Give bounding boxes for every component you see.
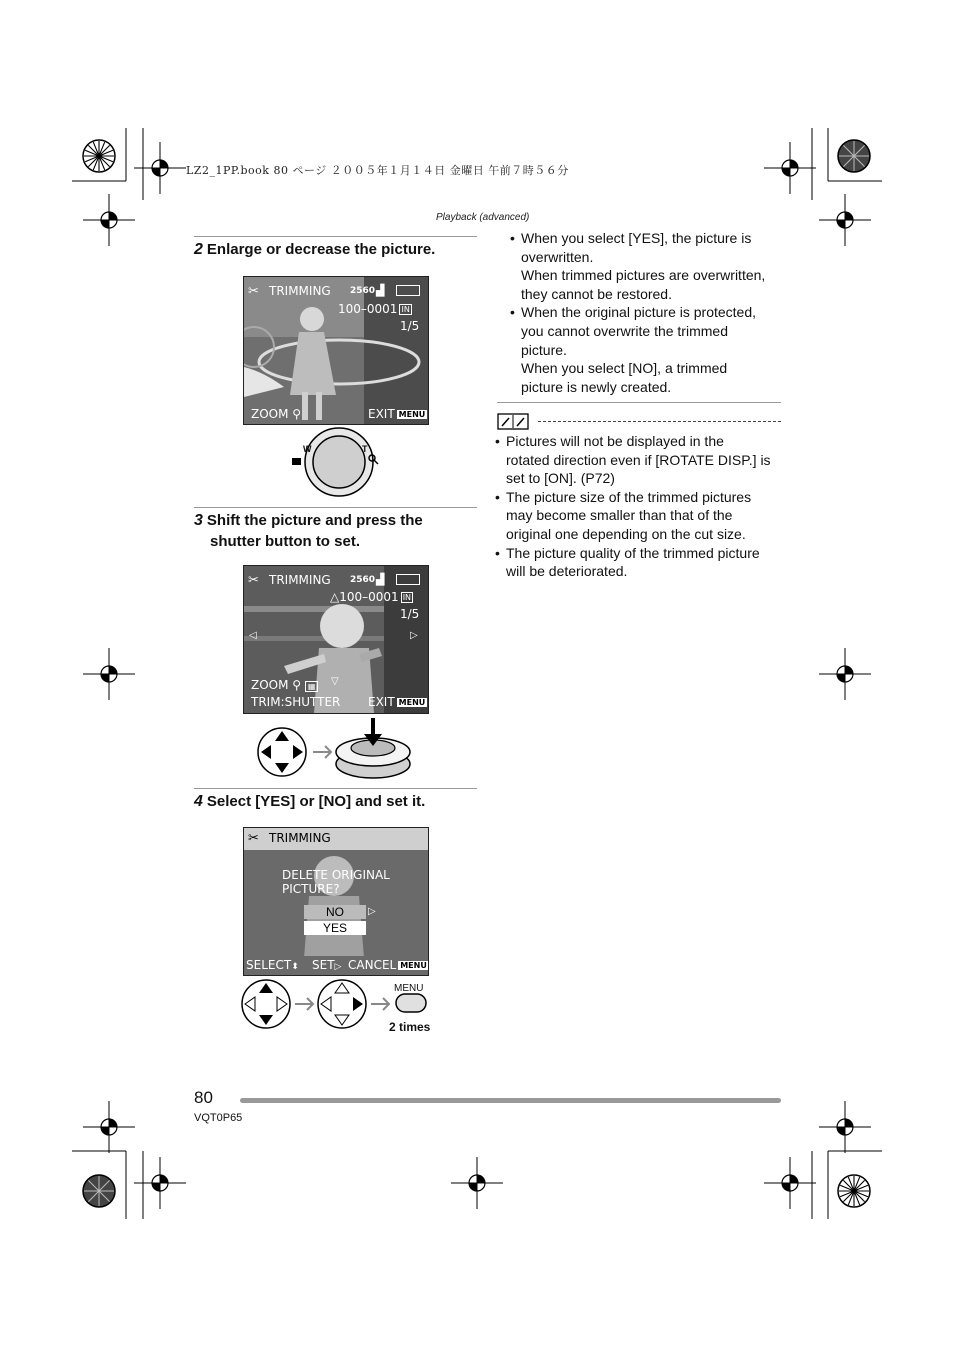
dialog-question-line2: PICTURE?	[282, 882, 340, 896]
cursor-keys-updown-icon	[242, 980, 290, 1028]
shutter-button-icon	[336, 718, 410, 778]
list-item	[495, 544, 785, 581]
left-arrow-icon: ◁	[249, 630, 257, 641]
trim-shutter-label: TRIM:SHUTTER	[251, 695, 341, 709]
menu-badge: MENU	[400, 961, 427, 970]
list-item	[510, 303, 785, 396]
option-no[interactable]: NO	[304, 905, 366, 919]
scissors-icon: ✂	[248, 573, 259, 588]
menu-button-label: MENU	[394, 983, 424, 994]
list-item	[495, 488, 785, 544]
bullet-line: picture is newly created.	[521, 378, 672, 395]
bullet-line: Pictures will not be displayed in the	[506, 433, 724, 449]
zoom-lever-icon	[284, 424, 404, 506]
page-bar	[240, 1098, 781, 1103]
dashed-rule	[538, 421, 781, 422]
file-header: LZ2_1PP.book 80 ページ ２００５年１月１４日 金曜日 午前７時５６分	[186, 164, 569, 177]
cursor-keys-icon	[258, 728, 306, 776]
bullet-line: you cannot overwrite the trimmed	[521, 322, 728, 339]
option-yes[interactable]: YES	[304, 921, 366, 935]
down-arrow-icon: ▽	[331, 676, 339, 687]
bullet-line: rotated direction even if [ROTATE DISP.] is	[506, 451, 771, 468]
menu-badge: MENU	[398, 698, 426, 707]
set-label	[312, 958, 341, 972]
step-4-heading	[194, 791, 425, 812]
step-text: Enlarge or decrease the picture.	[206, 241, 436, 258]
size-label: 2560	[350, 286, 376, 296]
cancel-text: CANCEL	[348, 958, 397, 972]
arrow-right-icon	[295, 998, 313, 1010]
magnifier-icon: ⚲	[292, 407, 302, 421]
scissors-icon: ✂	[248, 284, 259, 299]
magnifier-icon: ⚲	[292, 678, 302, 692]
bullet-line: When you select [YES], the picture is	[521, 230, 752, 246]
bullet-line: they cannot be restored.	[521, 285, 672, 302]
internal-memory-icon: IN	[402, 593, 412, 602]
right-arrow-icon: ▷	[334, 962, 342, 972]
set-text: SET	[312, 958, 335, 972]
bullet-line: The picture size of the trimmed pictures	[506, 488, 752, 505]
file-number	[330, 590, 413, 604]
quality-icon: ▟	[376, 573, 385, 586]
cursor-keys-right-icon	[318, 980, 366, 1028]
step-number: 4	[194, 793, 203, 810]
lcd-screen-dialog	[243, 827, 429, 976]
bullet-line: may become smaller than that of the	[506, 507, 733, 524]
zoom-text: ZOOM	[251, 407, 289, 421]
arrow-right-icon	[371, 998, 389, 1010]
note-icon	[497, 413, 531, 431]
photo-girl-hoop	[244, 277, 428, 424]
right-arrow-icon: ▷	[410, 630, 418, 641]
lever-t-label: T	[362, 444, 368, 454]
scissors-icon: ✂	[248, 831, 259, 846]
list-item	[510, 229, 785, 303]
step-number: 3	[194, 512, 203, 529]
right-arrow-icon: ▷	[368, 906, 376, 917]
battery-icon	[396, 285, 420, 296]
press-times-label: 2 times	[389, 1020, 431, 1034]
lever-w-label: W	[303, 444, 312, 454]
step-3-heading	[194, 510, 423, 531]
mode-label: TRIMMING	[269, 831, 331, 845]
divider	[194, 788, 477, 789]
exit-label	[368, 695, 427, 709]
exit-label	[368, 407, 427, 421]
zoom-label	[251, 678, 318, 692]
section-label: Playback (advanced)	[436, 212, 530, 223]
note-bullets	[495, 432, 785, 581]
model-code: VQT0P65	[194, 1112, 243, 1124]
file-number	[338, 302, 412, 316]
up-down-icon: ⬍	[291, 962, 299, 972]
wide-icon: ▦	[305, 681, 319, 692]
step-number: 2	[194, 241, 203, 258]
exit-text: EXIT	[368, 695, 395, 709]
bullet-line: will be deteriorated.	[506, 563, 628, 580]
divider	[194, 507, 477, 508]
arrow-right-icon	[313, 746, 331, 758]
step-text: Select [YES] or [NO] and set it.	[206, 793, 426, 810]
lcd-screen-trim	[243, 565, 429, 714]
bullet-line: set to [ON]. (P72)	[506, 470, 615, 487]
step-3-heading-line2: shutter button to set.	[210, 533, 360, 550]
select-text: SELECT	[246, 958, 292, 972]
mode-label: TRIMMING	[269, 284, 331, 298]
lcd-screen-zoom	[243, 276, 429, 425]
exit-text: EXIT	[368, 407, 395, 421]
bullet-line: When you select [NO], a trimmed	[521, 360, 728, 377]
zoom-text: ZOOM	[251, 678, 289, 692]
mode-label: TRIMMING	[269, 573, 331, 587]
divider	[194, 236, 477, 237]
picture-count: 1/5	[400, 607, 420, 621]
cancel-label	[348, 958, 429, 972]
cursor-to-shutter-diagram	[256, 716, 426, 784]
bullet-line: The picture quality of the trimmed picture	[506, 544, 760, 561]
size-label: 2560	[350, 575, 376, 585]
divider	[497, 402, 781, 403]
step-text: Shift the picture and press the	[206, 512, 423, 529]
bullet-line: When trimmed pictures are overwritten,	[521, 267, 766, 284]
select-label	[246, 958, 299, 972]
step-2-heading	[194, 239, 435, 260]
bullet-line: When the original picture is protected,	[521, 304, 757, 321]
picture-count: 1/5	[400, 319, 420, 333]
internal-memory-icon: IN	[401, 305, 410, 314]
file-number-text: 100–0001	[338, 302, 398, 316]
menu-badge: MENU	[398, 410, 426, 419]
bullet-line: picture.	[521, 341, 567, 358]
dialog-question-line1: DELETE ORIGINAL	[282, 868, 390, 882]
protect-icon: △	[330, 590, 340, 604]
file-number-text: 100–0001	[339, 590, 399, 604]
page-number: 80	[194, 1088, 213, 1107]
zoom-label	[251, 407, 301, 421]
quality-icon: ▟	[376, 284, 385, 297]
bullet-line: overwritten.	[521, 248, 594, 265]
menu-button-icon	[396, 994, 426, 1012]
bullet-line: original one depending on the cut size.	[506, 525, 746, 542]
battery-icon	[396, 574, 420, 585]
photo-girl-dim	[244, 828, 428, 975]
list-item	[495, 432, 785, 488]
right-top-bullets	[510, 229, 785, 396]
